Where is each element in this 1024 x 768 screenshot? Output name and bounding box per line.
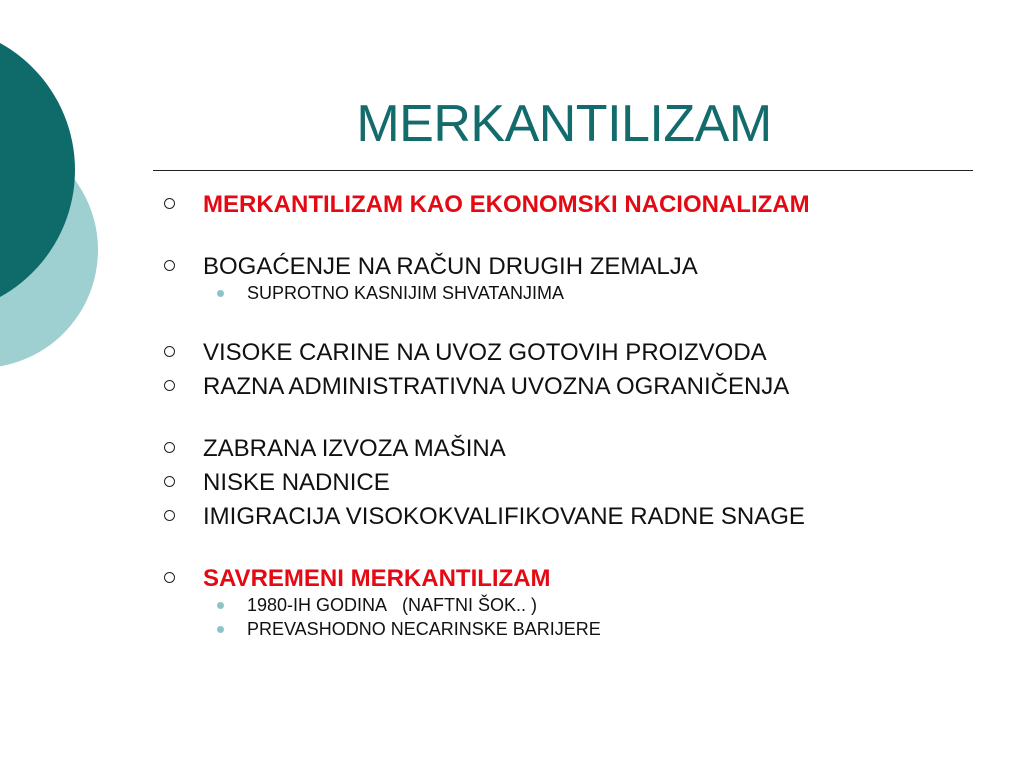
- hollow-circle-bullet-icon: [164, 380, 175, 391]
- bullet-item: [155, 435, 975, 463]
- bullet-text: MERKANTILIZAM KAO EKONOMSKI NACIONALIZAM: [203, 191, 810, 218]
- hollow-circle-bullet-icon: [164, 572, 175, 583]
- bullet-item: [155, 469, 975, 497]
- sub-bullet-item: [155, 281, 975, 305]
- slide-title: MERKANTILIZAM: [356, 95, 772, 153]
- dot-bullet-icon: [217, 290, 224, 297]
- hollow-circle-bullet-icon: [164, 476, 175, 487]
- sub-bullet-item: [155, 617, 975, 641]
- spacer: [155, 305, 975, 339]
- sub-bullet-item: [155, 593, 975, 617]
- bullet-text: NISKE NADNICE: [203, 469, 390, 496]
- spacer: [155, 219, 975, 253]
- bullet-item: [155, 253, 975, 281]
- hollow-circle-bullet-icon: [164, 260, 175, 271]
- hollow-circle-bullet-icon: [164, 510, 175, 521]
- spacer: [155, 531, 975, 565]
- bullet-text: VISOKE CARINE NA UVOZ GOTOVIH PROIZVODA: [203, 339, 767, 366]
- bullet-text: SAVREMENI MERKANTILIZAM: [203, 565, 551, 592]
- bullet-text: BOGAĆENJE NA RAČUN DRUGIH ZEMALJA: [203, 253, 698, 280]
- bullet-item: [155, 191, 975, 219]
- bullet-item: [155, 339, 975, 367]
- dot-bullet-icon: [217, 626, 224, 633]
- bullet-item: [155, 503, 975, 531]
- bullet-text: IMIGRACIJA VISOKOKVALIFIKOVANE RADNE SNAGE: [203, 503, 805, 530]
- sub-bullet-text: 1980-IH GODINA (NAFTNI ŠOK.. ): [247, 595, 538, 615]
- dot-bullet-icon: [217, 602, 224, 609]
- hollow-circle-bullet-icon: [164, 346, 175, 357]
- hollow-circle-bullet-icon: [164, 198, 175, 209]
- bullet-item: [155, 373, 975, 401]
- hollow-circle-bullet-icon: [164, 442, 175, 453]
- decorative-circles: [0, 0, 140, 420]
- title-divider: [153, 170, 973, 171]
- sub-bullet-text: SUPROTNO KASNIJIM SHVATANJIMA: [247, 283, 565, 303]
- bullet-item: [155, 565, 975, 593]
- bullet-text: ZABRANA IZVOZA MAŠINA: [203, 435, 506, 462]
- bullet-text: RAZNA ADMINISTRATIVNA UVOZNA OGRANIČENJA: [203, 373, 790, 400]
- spacer: [155, 401, 975, 435]
- sub-bullet-text: PREVASHODNO NECARINSKE BARIJERE: [247, 619, 601, 639]
- bullet-list: [155, 191, 975, 641]
